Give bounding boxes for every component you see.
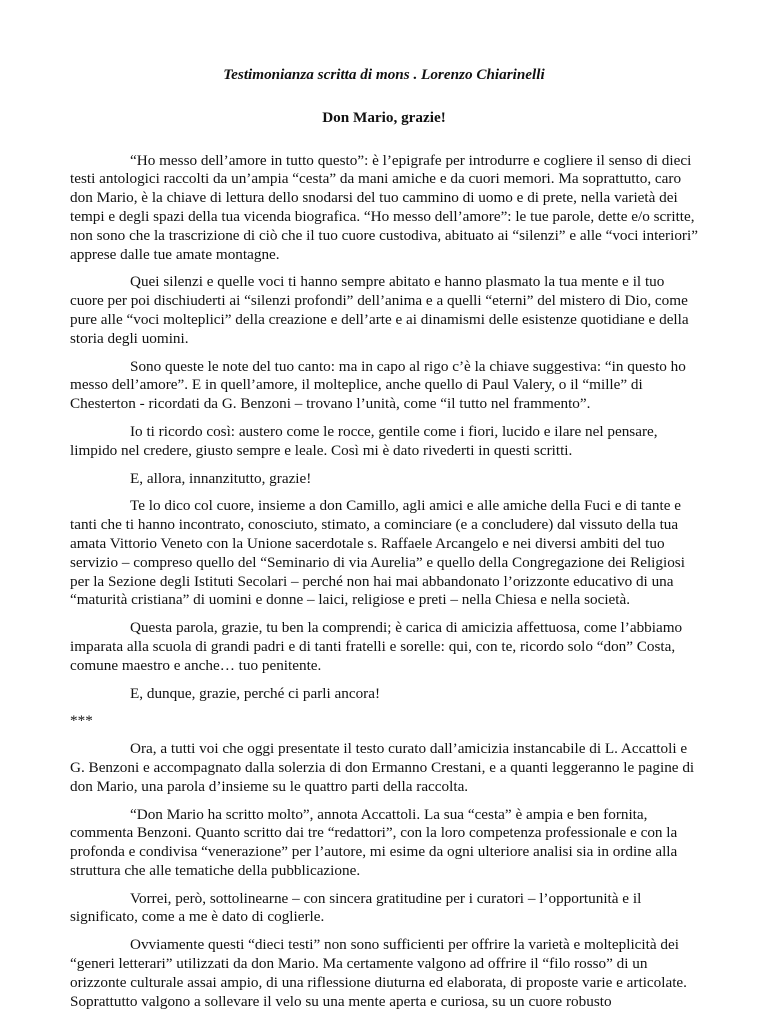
section-separator: ***	[70, 712, 93, 730]
paragraph: E, allora, innanzitutto, grazie!	[130, 469, 312, 487]
paragraph: Io ti ricordo così: austero come le rocce, gentile come i fiori, lucido e ilare nel pensare, limpido nel credere, giusto sempre e leale. Così mi è dato rivederti in questi scritti.	[70, 422, 658, 459]
paragraph: Questa parola, grazie, tu ben la comprendi; è carica di amicizia affettuosa, come l’abbiamo imparata alla scuola di grandi padri e di tanti fratelli e sorelle: qui, con te, ricordo solo “don” Costa, comune maestro e anche… tuo penitente.	[70, 619, 683, 674]
paragraph: “Don Mario ha scritto molto”, annota Accattoli. La sua “cesta” è ampia e ben fornita, commenta Benzoni. Quanto scritto dai tre “redattori”, con la loro competenza professionale e con la profonda e condivisa “venerazione” per l’autore, mi esime da ogni ulteriore analisi sia in ordine alla struttura che alle tematiche della pubblicazione.	[70, 805, 678, 879]
document-title: Don Mario, grazie!	[322, 108, 446, 126]
paragraph: Quei silenzi e quelle voci ti hanno sempre abitato e hanno plasmato la tua mente e il tuo cuore per poi dischiuderti ai “silenzi profondi” dell’anima e a quelli “eterni” del mistero di Dio, come pure alle “voci molteplici” della creazione e dell’arte e ai dinamismi delle esistenze quotidiane e della storia degli uomini.	[70, 273, 689, 347]
paragraph: “Ho messo dell’amore in tutto questo”: è l’epigrafe per introdurre e cogliere il senso di dieci testi antologici raccolti da un’ampia “cesta” da mani amiche e da cuori memori. Ma soprattutto, caro don Mario, è la chiave di lettura dello snodarsi del tuo cammino di uomo e di prete, nella varietà dei tempi e degli spazi della tua vicenda biografica. “Ho messo dell’amore”: le tue parole, dette e/o scritte, non sono che la trascrizione di ciò che il tuo cuore custodiva, abituato ai “silenzi” e alle “voci interiori” apprese dalle tue amate montagne.	[70, 151, 698, 263]
paragraph: Te lo dico col cuore, insieme a don Camillo, agli amici e alle amiche della Fuci e di tante e tanti che ti hanno incontrato, conosciuto, stimato, a cominciare (e a concludere) dal vissuto della tua amata Vittorio Veneto con la Unione sacerdotale s. Raffaele Arcangelo e nei diversi ambiti del tuo servizio – compreso quello del “Seminario di via Aurelia” e quello della Congregazione dei Religiosi per la Sezione degli Istituti Secolari – perché non hai mai abbandonato l’orizzonte educativo di una “maturità cristiana” di uomini e donne – laici, religiose e preti – nella Chiesa e nella società.	[70, 497, 685, 609]
paragraph: Vorrei, però, sottolinearne – con sincera gratitudine per i curatori – l’opportunità e il significato, come a me è dato di coglierle.	[70, 889, 642, 926]
document-subtitle: Testimonianza scritta di mons . Lorenzo Chiarinelli	[223, 66, 545, 83]
paragraph: Ovviamente questi “dieci testi” non sono sufficienti per offrire la varietà e molteplicità dei “generi letterari” utilizzati da don Mario. Ma certamente valgono ad offrire il “filo rosso” di un orizzonte culturale assai ampio, di una riflessione diuturna ed elaborata, di proposte varie e articolate. Soprattutto valgono a sollevare il velo su una mente aperta e curiosa, su un cuore robusto	[70, 936, 687, 1010]
paragraph: E, dunque, grazie, perché ci parli ancora!	[130, 684, 381, 702]
paragraph: Ora, a tutti voi che oggi presentate il testo curato dall’amicizia instancabile di L. Accattoli e G. Benzoni e accompagnato dalla solerzia di don Ermanno Crestani, e a quanti leggeranno le pagine di don Mario, una parola d’insieme su le quattro parti della raccolta.	[70, 740, 695, 795]
paragraph: Sono queste le note del tuo canto: ma in capo al rigo c’è la chiave suggestiva: “in questo ho messo dell’amore”. E in quell’amore, il molteplice, anche quello di Paul Valery, o il “mille” di Chesterton - ricordati da G. Benzoni – trovano l’unità, come “il tutto nel frammento”.	[70, 357, 686, 413]
